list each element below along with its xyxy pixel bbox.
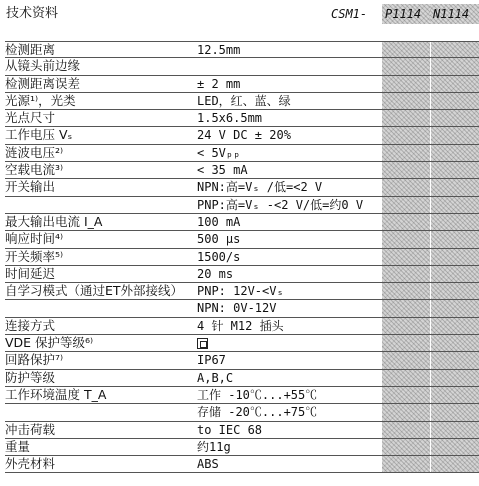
table-row [5,110,479,127]
table-row [5,179,479,196]
row-value: NPN:高=Vₛ /低=<2 V [197,180,323,195]
row-value: 20 ms [197,266,234,281]
variant-p-cell [382,283,430,299]
variant-n-cell [431,439,479,455]
row-label: 最大输出电流 I_A [5,213,103,229]
table-row [5,352,479,369]
row-label: 连接方式 [5,317,56,333]
variant-p-cell [382,300,430,316]
table-row [5,93,479,110]
row-label: 工作环境温度 T_A [5,386,107,402]
row-label [5,404,195,420]
row-label: 防护等级 [5,369,56,385]
row-label: 自学习模式（通过ET外部接线） [5,283,184,299]
table-row [5,318,479,335]
variant-p-cell [382,127,430,143]
table-row [5,439,479,456]
variant-p-cell [382,231,430,247]
variant-p-cell [382,335,430,351]
row-value: NPN: 0V-12V [197,301,277,316]
spec-table [5,41,479,473]
variant-p-cell [382,76,430,92]
variant-n-cell [431,162,479,178]
row-value: 500 µs [197,232,241,247]
variant-n-cell [431,283,479,299]
table-row [5,145,479,162]
table-row [5,249,479,266]
row-value: IP67 [197,353,226,368]
variant-n-cell [431,318,479,334]
variant-n-cell [431,404,479,420]
table-row-continuation [5,404,479,421]
variant-n-cell [431,110,479,126]
variant-n-cell [431,456,479,472]
row-value [197,58,384,74]
row-label: 工作电压 Vₛ [5,127,73,143]
row-label: 检测距离误差 [5,75,81,91]
variant-p-cell [382,162,430,178]
variant-n-cell [431,422,479,438]
row-value: 1500/s [197,249,241,264]
model-prefix: CSM1- [328,4,382,24]
row-value: ± 2 mm [197,76,241,91]
variant-n-cell [431,93,479,109]
variant-p-cell [382,352,430,368]
variant-p-cell [382,370,430,386]
row-label: 从镜头前边缘 [5,58,81,74]
variant-n-cell [431,300,479,316]
variant-p-cell [382,439,430,455]
row-value: ABS [197,457,219,472]
row-value: 12.5mm [197,43,241,57]
table-row [5,370,479,387]
table-row [5,41,479,58]
table-row [5,127,479,144]
row-value: 100 mA [197,214,241,229]
variant-p-cell [382,110,430,126]
row-label: 检测距离 [5,42,56,57]
variant-p-header: P1114 [382,4,430,24]
row-label [5,197,195,213]
protection-class-box-icon [197,338,208,349]
table-row [5,456,479,473]
row-value: 存储 -20℃...+75℃ [197,405,318,420]
variant-p-cell [382,456,430,472]
row-label: 开关输出 [5,179,56,195]
variant-p-cell [382,214,430,230]
row-label: 外壳材料 [5,456,56,472]
variant-p-cell [382,93,430,109]
variant-p-cell [382,249,430,265]
variant-p-cell [382,179,430,195]
variant-n-cell [431,352,479,368]
variant-n-cell [431,179,479,195]
variant-p-cell [382,387,430,403]
table-row [5,231,479,248]
variant-p-cell [382,197,430,213]
variant-n-cell [431,42,479,57]
row-label: 光点尺寸 [5,110,56,126]
table-row [5,266,479,283]
row-value: to IEC 68 [197,422,263,437]
row-label: 冲击荷载 [5,421,56,437]
table-row-continuation [5,300,479,317]
table-row [5,58,479,75]
variant-n-cell [431,58,479,74]
table-row [5,283,479,300]
variant-n-cell [431,76,479,92]
row-label: 响应时间⁴⁾ [5,231,64,247]
variant-p-cell [382,404,430,420]
variant-n-cell [431,197,479,213]
variant-n-cell [431,214,479,230]
row-value: A,B,C [197,370,234,385]
page-title: 技术资料 [6,6,59,21]
table-row [5,422,479,439]
row-value: 1.5x6.5mm [197,111,263,126]
variant-n-cell [431,231,479,247]
table-row [5,387,479,404]
row-label: 重量 [5,438,31,454]
row-value: < 35 mA [197,163,248,178]
row-label: 回路保护⁷⁾ [5,352,64,368]
table-row [5,76,479,93]
row-label: 时间延迟 [5,265,56,281]
row-value: PNP:高=Vₛ -<2 V/低=约0 V [197,197,364,212]
table-row [5,335,479,352]
variant-n-cell [431,249,479,265]
variant-n-header: N1114 [430,4,479,24]
variant-p-cell [382,266,430,282]
variant-p-cell [382,318,430,334]
variant-n-cell [431,370,479,386]
variant-n-cell [431,266,479,282]
variant-p-cell [382,145,430,161]
row-label: VDE 保护等级⁶⁾ [5,335,94,351]
variant-n-cell [431,127,479,143]
row-value: 约11g [197,439,231,454]
variant-p-cell [382,422,430,438]
variant-p-cell [382,58,430,74]
row-label: 涟波电压²⁾ [5,144,64,160]
variant-p-cell [382,42,430,57]
row-value: 工作 -10℃...+55℃ [197,387,318,402]
row-value [197,335,384,351]
row-value: 4 针 M12 插头 [197,318,284,333]
variant-n-cell [431,387,479,403]
row-value: < 5Vₚₚ [197,145,241,160]
variant-n-cell [431,145,479,161]
row-value: PNP: 12V-<Vₛ [197,284,284,299]
variant-n-cell [431,335,479,351]
row-value: 24 V DC ± 20% [197,128,291,143]
row-label: 空载电流³⁾ [5,162,64,178]
table-row [5,214,479,231]
row-label [5,300,195,316]
row-label: 开关频率⁵⁾ [5,248,64,264]
row-value: LED，红、蓝、绿 [197,93,291,108]
table-row-continuation [5,197,479,214]
table-row [5,162,479,179]
row-label: 光源¹⁾，光类 [5,92,76,108]
header [0,0,479,32]
